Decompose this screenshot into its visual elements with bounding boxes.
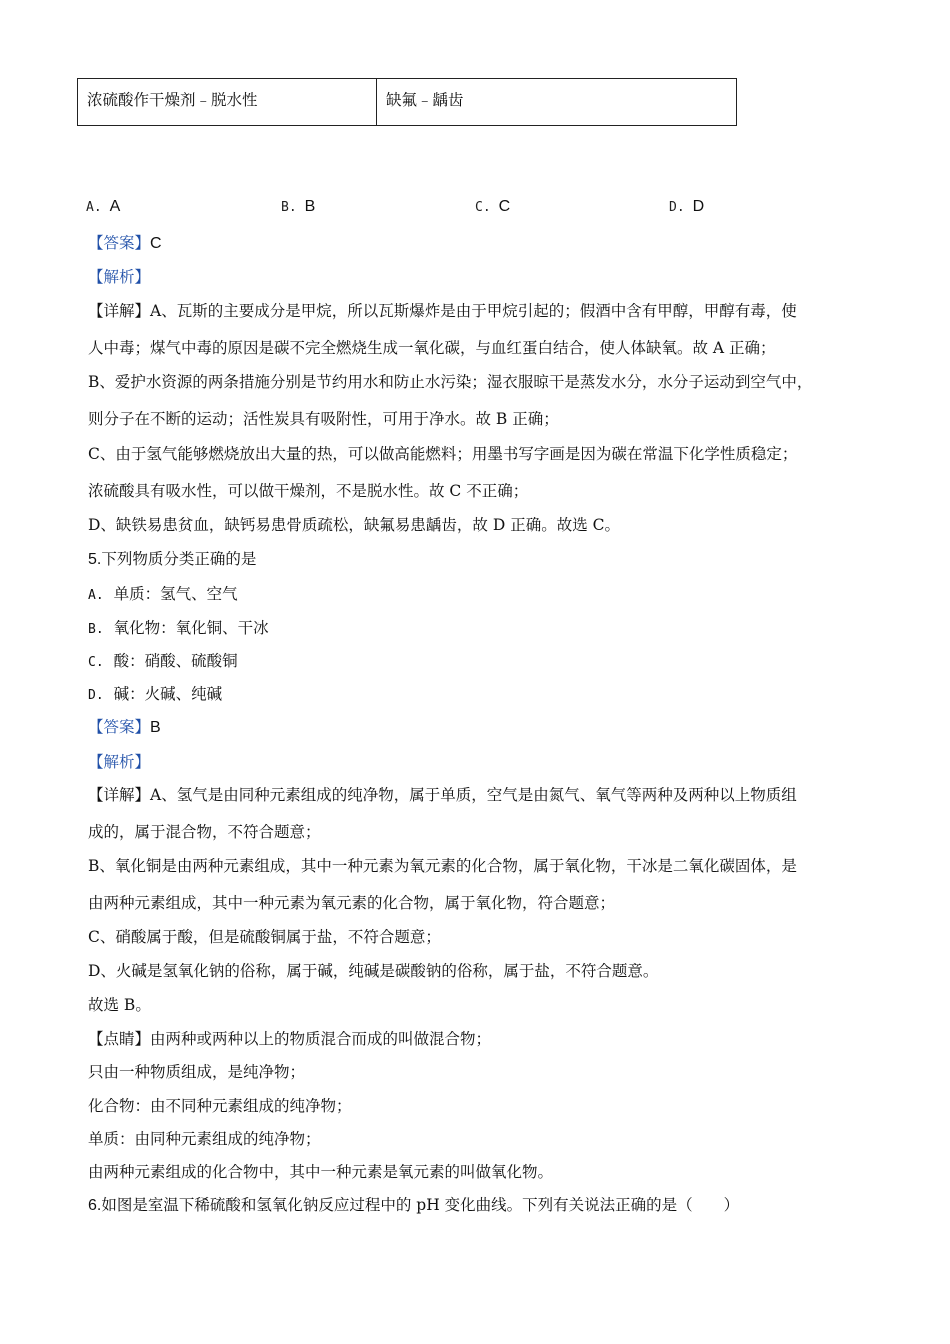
- comparison-table: [77, 78, 737, 126]
- q4-analysis-heading: 【解析】: [88, 268, 151, 286]
- q5-detail-line: 故选 B。: [88, 996, 151, 1014]
- q5-stem: 5.下列物质分类正确的是: [88, 550, 257, 568]
- q5-option-b[interactable]: B. 氧化物：氧化铜、干冰: [88, 619, 269, 637]
- table-row: [78, 79, 737, 126]
- q4-detail-line: D、缺铁易患贫血，缺钙易患骨质疏松，缺氟易患龋齿，故 D 正确。故选 C。: [88, 516, 620, 534]
- q5-detail-line: 由两种元素组成，其中一种元素为氧元素的化合物，属于氧化物，符合题意；: [88, 894, 616, 912]
- q5-note-line: 单质：由同种元素组成的纯净物；: [88, 1130, 321, 1148]
- q5-detail-line: 成的，属于混合物，不符合题意；: [88, 823, 321, 841]
- q4-detail-line: 则分子在不断的运动；活性炭具有吸附性，可用于净水。故 B 正确；: [88, 410, 559, 428]
- q5-note-line: 由两种元素组成的化合物中，其中一种元素是氧元素的叫做氧化物。: [88, 1163, 554, 1181]
- q4-detail-line: B、爱护水资源的两条措施分别是节约用水和防止水污染；湿衣服晾干是蒸发水分，水分子运动到空气中，: [88, 373, 813, 391]
- q5-option-c[interactable]: C. 酸：硝酸、硫酸铜: [88, 652, 238, 670]
- q5-note-line: 化合物：由不同种元素组成的纯净物；: [88, 1097, 352, 1115]
- q5-answer: 【答案】B: [88, 718, 161, 736]
- q5-detail-line: B、氧化铜是由两种元素组成，其中一种元素为氧元素的化合物，属于氧化物，干冰是二氧化碳固体，是: [88, 857, 797, 875]
- q5-option-d[interactable]: D. 碱：火碱、纯碱: [88, 685, 223, 703]
- q5-detail-line: C、硝酸属于酸，但是硫酸铜属于盐，不符合题意；: [88, 928, 441, 946]
- table-cell: 缺氟﹣龋齿: [377, 79, 737, 126]
- q5-note-line: 【点睛】由两种或两种以上的物质混合而成的叫做混合物；: [88, 1030, 492, 1048]
- q5-detail-line: D、火碱是氢氧化钠的俗称，属于碱，纯碱是碳酸钠的俗称，属于盐，不符合题意。: [88, 962, 659, 980]
- q4-option-a[interactable]: A. A: [86, 198, 121, 215]
- q4-option-c[interactable]: C. C: [475, 198, 511, 215]
- q4-option-d[interactable]: D. D: [669, 198, 705, 215]
- q4-option-b[interactable]: B. B: [281, 198, 316, 215]
- q4-detail-line: C、由于氢气能够燃烧放出大量的热，可以做高能燃料；用墨书写字画是因为碳在常温下化学性质稳定；: [88, 445, 798, 463]
- q5-note-line: 只由一种物质组成，是纯净物；: [88, 1063, 306, 1081]
- q4-detail-line: 人中毒；煤气中毒的原因是碳不完全燃烧生成一氧化碳，与血红蛋白结合，使人体缺氧。故 A 正确；: [88, 339, 776, 357]
- q5-option-a[interactable]: A. 单质：氢气、空气: [88, 585, 238, 603]
- q4-answer: 【答案】C: [88, 234, 162, 252]
- q6-stem: 6.如图是室温下稀硫酸和氢氧化钠反应过程中的 pH 变化曲线。下列有关说法正确的是（ ）: [88, 1196, 740, 1214]
- q4-detail-line: 浓硫酸具有吸水性，可以做干燥剂，不是脱水性。故 C 不正确；: [88, 482, 529, 500]
- q5-analysis-heading: 【解析】: [88, 753, 151, 771]
- q5-detail-line: 【详解】A、氢气是由同种元素组成的纯净物，属于单质，空气是由氮气、氧气等两种及两种以上物质组: [88, 786, 797, 804]
- q4-detail-line: 【详解】A、瓦斯的主要成分是甲烷，所以瓦斯爆炸是由于甲烷引起的；假酒中含有甲醇，甲醇有毒，使: [88, 302, 797, 320]
- table-cell: 浓硫酸作干燥剂﹣脱水性: [78, 79, 377, 126]
